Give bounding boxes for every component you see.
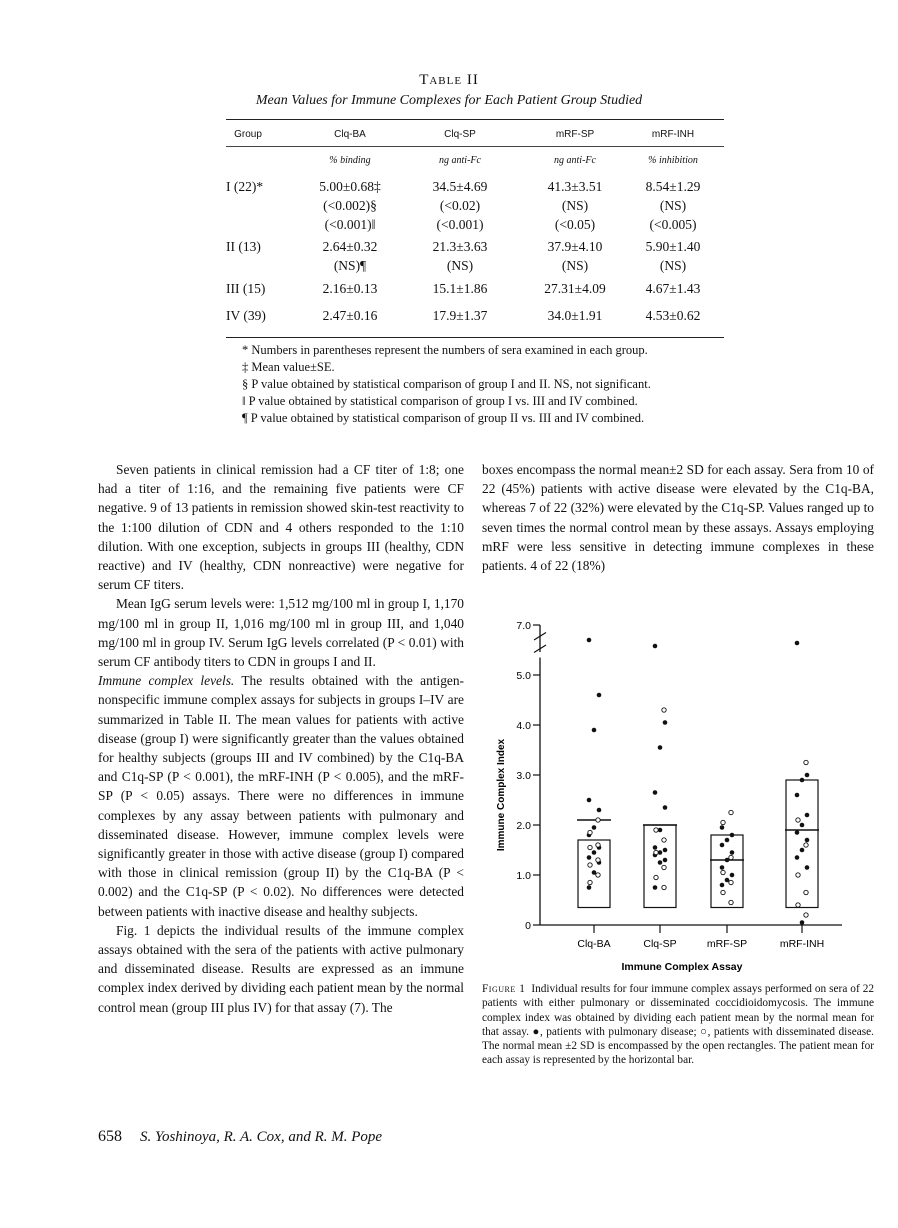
table-title: Table II [419,72,479,88]
table-rule-header [226,146,724,147]
paragraph: Fig. 1 depicts the individual results of the immune complex assays obtained with the sera of the patients with active pulmonary and disseminated disease. Results are expressed as an immune complex index derived by dividing each patient mean by the normal control mean (group III plus IV) for that assay (7). The [98,922,464,1015]
disseminated-point [588,845,592,849]
disseminated-point [729,880,733,884]
y-tick-label: 7.0 [516,620,531,632]
table-cell: 2.64±0.32 (NS)¶ [322,239,378,273]
disseminated-point [804,890,808,894]
pulmonary-point [805,773,810,778]
x-tick-label: Clq-BA [577,938,611,950]
pulmonary-point [663,858,668,863]
pulmonary-point [795,830,800,835]
pulmonary-point [800,848,805,853]
table-rule-top [226,119,724,120]
pulmonary-point [597,693,602,698]
y-tick-label: 0 [525,920,531,932]
disseminated-point [796,903,800,907]
table-row-group: III (15) [226,281,266,296]
disseminated-point [654,875,658,879]
page-footer [98,1128,382,1146]
table-cell: 41.3±3.51 (NS) (<0.05) [547,179,603,232]
table-cell: 34.5±4.69 (<0.02) (<0.001) [432,179,488,232]
table-cell: 34.0±1.91 [547,308,603,323]
authors: S. Yoshinoya, R. A. Cox, and R. M. Pope [140,1129,383,1145]
y-tick-label: 4.0 [516,720,531,732]
section-heading: Immune complex levels. [98,673,235,689]
disseminated-point [796,873,800,877]
pulmonary-point [587,885,592,890]
disseminated-point [654,828,658,832]
pulmonary-point [805,865,810,870]
x-tick-label: mRF-SP [706,938,748,950]
pulmonary-point [592,825,597,830]
x-tick-label: mRF-INH [779,938,825,950]
disseminated-point [662,838,666,842]
disseminated-point [588,830,592,834]
table-row-group: I (22)* [226,179,264,194]
table-footnote: § P value obtained by statistical comparison of group I and II. NS, not significant. [242,377,651,391]
paragraph: boxes encompass the normal mean±2 SD for each assay. Sera from 10 of 22 (45%) patients with active disease were elevated by the C1q-BA, whereas 7 of 22 (32%) were elevated by the C1q-SP. Values ranged up to seven times the normal control mean by these assays. Assays employing mRF were less sensitive in detecting immune complexes in these patients. 4 of 22 (18%) [482,462,874,574]
pulmonary-point [795,793,800,798]
figure-label: Figure 1 [482,983,526,995]
pulmonary-point [730,850,735,855]
pulmonary-point [800,823,805,828]
table-cell: 2.47±0.16 [322,308,378,323]
table-unit-clq-ba: % binding [329,155,371,166]
table-cell: 4.53±0.62 [645,308,701,323]
disseminated-point [721,820,725,824]
pulmonary-point [587,855,592,860]
x-axis-label: Immune Complex Assay [621,961,743,973]
pulmonary-point [653,644,658,649]
table-unit-mrf-inh: % inhibition [648,155,698,166]
table-footnote: ǁ P value obtained by statistical comparison of group I vs. III and IV combined. [242,394,638,408]
pulmonary-point [805,813,810,818]
table-cell: 2.16±0.13 [322,281,378,296]
disseminated-point [796,818,800,822]
table-header-mrf-sp: mRF-SP [555,129,595,140]
disseminated-point [804,843,808,847]
paragraph: Mean IgG serum levels were: 1,512 mg/100 ml in group I, 1,170 mg/100 ml in group II, 1,016 mg/100 ml in group III, and 1,040 mg/100 ml in group IV. Serum IgG levels correlated (P < 0.01) with serum CF antibody titers to CDN in groups I and II. [98,596,464,670]
table-cell: 27.31±4.09 [544,281,606,296]
disseminated-point [596,818,600,822]
table-cell: 37.9±4.10 (NS) [547,239,603,273]
pulmonary-point [730,873,735,878]
disseminated-point [588,863,592,867]
normal-range-box [786,780,818,908]
table-row-group: IV (39) [226,308,266,323]
pulmonary-point [592,728,597,733]
disseminated-point [654,850,658,854]
y-tick-label: 1.0 [516,870,531,882]
pulmonary-point [663,720,668,725]
pulmonary-point [720,865,725,870]
pulmonary-point [720,843,725,848]
disseminated-point [662,865,666,869]
pulmonary-point [795,641,800,646]
table-header-group: Group [234,129,262,140]
pulmonary-point [800,920,805,925]
pulmonary-point [663,805,668,810]
table-header-clq-sp: Clq-SP [444,129,476,140]
y-axis-label: Immune Complex Index [496,738,507,852]
table-row-group: II (13) [226,239,261,254]
table-footnote: ¶ P value obtained by statistical comparison of group II vs. III and IV combined. [242,411,645,425]
table-unit-mrf-sp: ng anti-Fc [554,155,596,166]
pulmonary-point [663,848,668,853]
table-cell: 4.67±1.43 [645,281,701,296]
pulmonary-point [592,850,597,855]
pulmonary-point [653,885,658,890]
table-cell: 5.90±1.40 (NS) [645,239,701,273]
pulmonary-point [653,845,658,850]
pulmonary-point [795,855,800,860]
y-tick-label: 3.0 [516,770,531,782]
disseminated-point [662,708,666,712]
disseminated-point [596,858,600,862]
disseminated-point [729,810,733,814]
table-cell: 5.00±0.68‡ (<0.002)§ (<0.001)ǁ [319,179,381,232]
page-number: 658 [98,1128,122,1145]
disseminated-point [729,900,733,904]
left-column [98,460,464,1017]
x-tick-label: Clq-SP [643,938,677,950]
paragraph: Immune complex levels. The results obtained with the antigen-nonspecific immune complex assays for subjects in groups I–IV are summarized in Table II. The mean values for patients with active disease (group I) were significantly greater than the values obtained for healthy subjects (groups III and IV combined) by the C1q-BA and C1q-SP (P < 0.001), the mRF-INH (P < 0.005), and the mRF-SP (P < 0.05) assays. There were no differences in immune complexes by any assay between patients with pulmonary and disseminated disease. However, immune complex levels were significantly greater in those with active disease (group I) compared with those in clinical remission (group II) by the C1q-BA (P < 0.002) and the C1q-SP (P < 0.02). No differences were detected between patients with inactive disease and healthy subjects. [98,673,465,919]
figure-1-chart [482,610,882,975]
pulmonary-point [587,798,592,803]
normal-range-box [644,825,676,908]
pulmonary-point [725,838,730,843]
table-header-clq-ba: Clq-BA [334,129,366,140]
y-tick-label: 5.0 [516,670,531,682]
disseminated-point [804,913,808,917]
disseminated-point [804,760,808,764]
table-cell: 15.1±1.86 [432,281,488,296]
figure-caption: Figure 1 Individual results for four immune complex assays performed on sera of 22 patients with either pulmonary or disseminated coccidioidomycosis. The immune complex index was obtained by dividing each patient mean by the normal mean for that assay. ●, patients with pulmonary disease; ○, patients with disseminated disease. The normal mean ±2 SD is encompassed by the open rectangles. The patient mean for each assay is represented by the horizontal bar. [482,983,874,1067]
right-column [482,460,874,575]
pulmonary-point [720,883,725,888]
normal-range-box [711,835,743,908]
pulmonary-point [730,833,735,838]
paragraph: Seven patients in clinical remission had a CF titer of 1:8; one had a titer of 1:16, and the remaining five patients were CF negative. 9 of 13 patients in remission showed skin-test reactivity to the 1:100 dilution of CDN and 4 others responded to the 1:10 dilution. With one exception, subjects in groups III (healthy, CDN reactive) and IV (healthy, CDN nonreactive) were negative for serum CF titers. [98,462,464,593]
y-tick-label: 2.0 [516,820,531,832]
disseminated-point [596,873,600,877]
pulmonary-point [720,825,725,830]
table-footnote: ‡ Mean value±SE. [242,360,335,374]
table-footnote: * Numbers in parentheses represent the numbers of sera examined in each group. [242,343,648,357]
disseminated-point [721,890,725,894]
disseminated-point [721,870,725,874]
pulmonary-point [587,638,592,643]
table-cell: 21.3±3.63 (NS) [432,239,488,273]
pulmonary-point [653,790,658,795]
disseminated-point [596,843,600,847]
table-rule-bottom [226,337,724,338]
pulmonary-point [658,860,663,865]
pulmonary-point [805,838,810,843]
table-header-mrf-inh: mRF-INH [651,129,695,140]
disseminated-point [729,855,733,859]
table-cell: 8.54±1.29 (NS) (<0.005) [645,179,701,232]
pulmonary-point [658,745,663,750]
disseminated-point [588,880,592,884]
table-unit-clq-sp: ng anti-Fc [439,155,481,166]
disseminated-point [662,885,666,889]
pulmonary-point [800,778,805,783]
table-subtitle: Mean Values for Immune Complexes for Each Patient Group Studied [255,93,643,108]
table-cell: 17.9±1.37 [432,308,488,323]
pulmonary-point [597,808,602,813]
